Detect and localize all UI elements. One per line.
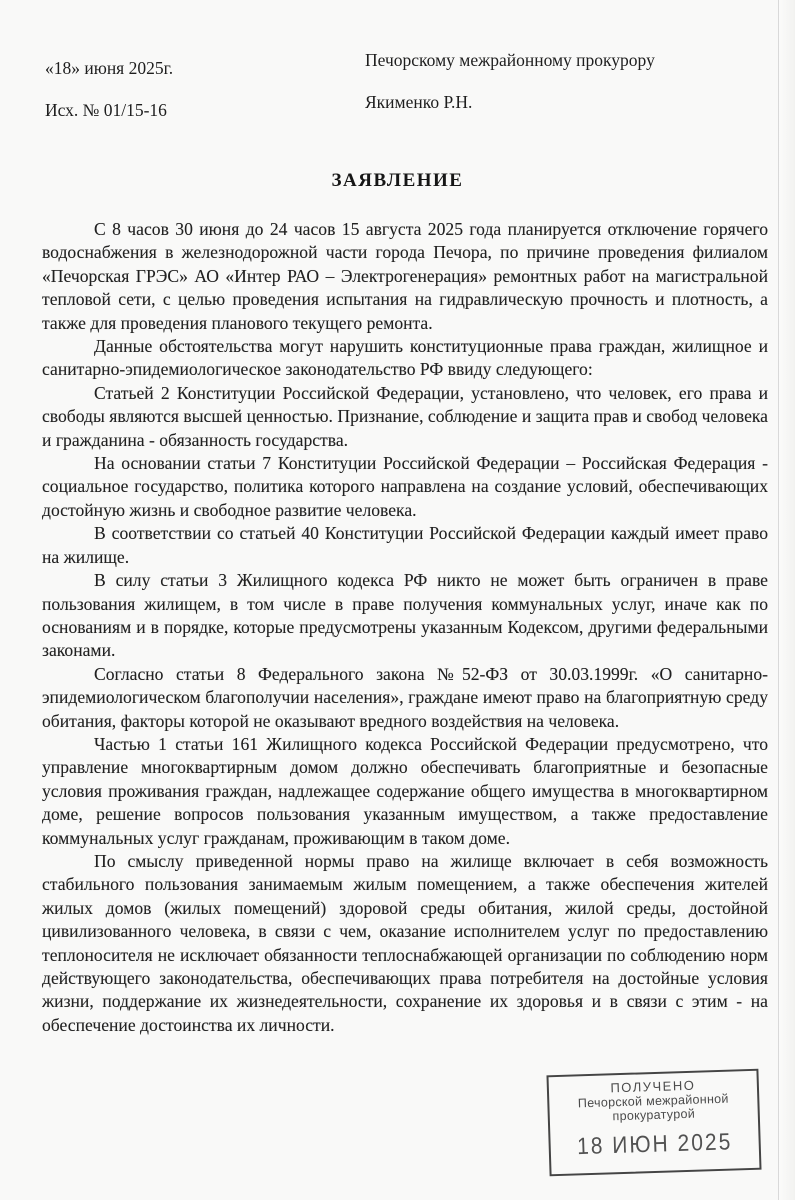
outgoing-number: Исх. № 01/15-16 [45,100,167,120]
body-paragraph: Согласно статьи 8 Федерального закона №52-ФЗ от 30.03.1999г. «О санитарно-эпидемиологическом благополучии населения», граждане имеют право на благоприятную среду обитания, факторы которой не оказывают вредного воздействия на человека. [42,663,768,731]
body-paragraph: В соответствии со статьей 40 Конституции Российской Федерации каждый имеет право на жилище. [42,523,768,567]
document-body [42,218,768,1037]
body-paragraph: В силу статьи 3 Жилищного кодекса РФ никто не может быть ограничен в праве пользования жилищем, в том числе в праве получения коммунальных услуг, иначе как по основаниям и в порядке, которые предусмотрены указанным Кодексом, другими федеральными законами. [42,570,768,661]
recipient-name: Якименко Р.Н. [365,92,473,112]
document-title: ЗАЯВЛЕНИЕ [331,170,464,191]
body-paragraph: Данные обстоятельства могут нарушить конституционные права граждан, жилищное и санитарно-эпидемиологическое законодательство РФ ввиду следующего: [42,336,768,380]
stamp-received-label: ПОЛУЧЕНО [610,1077,696,1096]
body-paragraph: С 8 часов 30 июня до 24 часов 15 августа 2025 года планируется отключение горячего водоснабжения в железнодорожной части города Печора, по причине проведения филиалом «Печорская ГРЭС» АО «Интер РАО – Электрогенерация» ремонтных работ на магистральной тепловой сети, с целью проведения испытания на гидравлическую прочность и плотность, а также для проведения планового текущего ремонта. [42,219,768,333]
body-paragraph: На основании статьи 7 Конституции Российской Федерации – Российская Федерация - социальное государство, политика которого направлена на создание условий, обеспечивающих достойную жизнь и свободное развитие человека. [42,453,768,520]
body-paragraph: Частью 1 статьи 161 Жилищного кодекса Российской Федерации предусмотрено, что управление многоквартирным домом должно обеспечивать благоприятные и безопасные условия проживания граждан, надлежащее содержание общего имущества в многоквартирном доме, решение вопросов пользования указанным имуществом, а также предоставление коммунальных услуг гражданам, проживающим в таком доме. [42,733,768,848]
stamp-date: 18 ИЮН 2025 [576,1129,733,1160]
recipient-block [365,50,765,113]
document-date: «18» июня 2025г. [45,58,174,78]
recipient-title: Печорскому межрайонному прокурору [365,50,655,70]
body-paragraph: Статьей 2 Конституции Российской Федерации, установлено, что человек, его права и свободы являются высшей ценностью. Признание, соблюдение и защита прав и свобод человека и гражданина - обязанность государства. [42,382,768,450]
stamp-office-line1: Печорской межрайонной [577,1091,729,1111]
body-paragraph: По смыслу приведенной нормы право на жилище включает в себя возможность стабильного пользования занимаемым жилым помещением, а также обеспечения жителей жилых домов (жилых помещений) здоровой среды обитания, жилой среды, достойной цивилизованного человека, в связи с чем, оказание исполнителем услуг по предоставлению теплоносителя не исключает обязанности теплоснабжающей организации по соблюдению норм действующего законодательства, обеспечивающих права потребителя на достойные условия жизни, поддержание их жизнедеятельности, сохранение их здоровья и в связи с этим - на обеспечение достоинства их личности. [42,850,768,1035]
stamp-office-line2: прокуратурой [612,1106,696,1124]
received-stamp [546,1069,761,1177]
